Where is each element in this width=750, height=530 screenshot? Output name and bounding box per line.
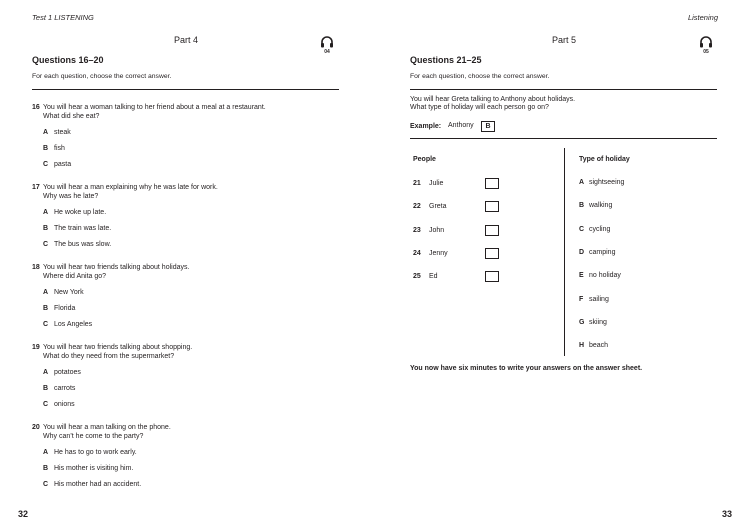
option-letter: C xyxy=(43,161,49,168)
answer-option[interactable] xyxy=(43,305,75,312)
answer-box[interactable] xyxy=(485,178,499,189)
divider-right-top xyxy=(410,89,717,90)
holiday-option xyxy=(579,296,609,303)
holiday-option xyxy=(579,179,624,186)
headphones-icon xyxy=(320,36,334,55)
question-number: 18 xyxy=(32,264,40,271)
option-text: Los Angeles xyxy=(54,321,93,328)
option-letter: A xyxy=(43,449,49,456)
holiday-letter: D xyxy=(579,248,585,256)
option-text: fish xyxy=(54,145,65,152)
question-prompt: You will hear a man explaining why he was late for work. xyxy=(43,184,218,191)
intro-line-2: What type of holiday will each person go on? xyxy=(410,104,549,111)
person-number: 23 xyxy=(413,226,421,234)
option-text: His mother is visiting him. xyxy=(54,465,134,472)
person-name: Julie xyxy=(429,180,444,187)
person-number: 25 xyxy=(413,273,421,281)
option-letter: C xyxy=(43,481,49,488)
question-number: 19 xyxy=(32,344,40,351)
track-number: 05 xyxy=(703,49,709,55)
option-letter: B xyxy=(43,305,49,312)
divider-left xyxy=(32,89,339,90)
option-text: New York xyxy=(54,289,84,296)
option-text: potatoes xyxy=(54,369,81,376)
page-number-right: 33 xyxy=(721,509,732,519)
question-number: 20 xyxy=(32,424,40,431)
holiday-text: walking xyxy=(589,202,613,210)
option-text: He woke up late. xyxy=(54,209,107,216)
holiday-option xyxy=(579,249,615,256)
option-letter: B xyxy=(43,145,49,152)
option-text: Florida xyxy=(54,305,76,312)
question-number: 17 xyxy=(32,184,40,191)
holiday-option xyxy=(579,342,608,349)
option-letter: B xyxy=(43,225,49,232)
person-name: Jenny xyxy=(429,249,448,257)
answer-option[interactable] xyxy=(43,241,111,248)
intro-line-1: You will hear Greta talking to Anthony about holidays. xyxy=(410,96,576,103)
person-name: Greta xyxy=(429,203,447,211)
holiday-text: sailing xyxy=(589,295,609,303)
track-number: 04 xyxy=(324,49,330,55)
divider-right-example xyxy=(410,138,717,139)
option-letter: A xyxy=(43,209,49,216)
running-header-right: Listening xyxy=(687,13,718,22)
part-5-title: Part 5 xyxy=(552,35,577,45)
instruction-left: For each question, choose the correct answer. xyxy=(32,73,172,80)
answer-option[interactable] xyxy=(43,449,137,456)
option-letter: B xyxy=(43,385,49,392)
example-answer-box: B xyxy=(481,121,495,132)
question-number: 16 xyxy=(32,104,40,111)
question-prompt: You will hear a man talking on the phone. xyxy=(43,424,171,431)
answer-box[interactable] xyxy=(485,271,499,282)
question-prompt: You will hear two friends talking about holidays. xyxy=(43,264,190,271)
option-letter: C xyxy=(43,321,49,328)
holiday-header: Type of holiday xyxy=(579,156,630,163)
question-prompt: What do they need from the supermarket? xyxy=(43,353,175,360)
option-letter: C xyxy=(43,401,49,408)
answer-option[interactable] xyxy=(43,401,75,408)
answer-option[interactable] xyxy=(43,129,71,136)
answer-box[interactable] xyxy=(485,201,499,212)
answer-option[interactable] xyxy=(43,321,92,328)
holiday-option xyxy=(579,202,612,209)
holiday-option xyxy=(579,226,610,233)
holiday-text: cycling xyxy=(589,225,611,233)
person-name: Ed xyxy=(429,273,438,281)
example-name: Anthony xyxy=(448,122,474,129)
holiday-text: sightseeing xyxy=(589,179,625,186)
option-letter: A xyxy=(43,289,49,296)
questions-title-left: Questions 16–20 xyxy=(32,55,104,65)
answer-box[interactable] xyxy=(485,225,499,236)
option-letter: C xyxy=(43,241,49,248)
answer-option[interactable] xyxy=(43,209,106,216)
answer-option[interactable] xyxy=(43,225,111,232)
questions-title-right: Questions 21–25 xyxy=(410,55,482,65)
column-separator xyxy=(564,148,565,356)
person-number: 22 xyxy=(413,203,421,211)
answer-option[interactable] xyxy=(43,369,81,376)
holiday-letter: H xyxy=(579,342,585,350)
option-letter: B xyxy=(43,465,49,472)
question-prompt: Where did Anita go? xyxy=(43,273,107,280)
people-header: People xyxy=(413,156,436,163)
option-text: steak xyxy=(54,129,71,136)
answer-option[interactable] xyxy=(43,481,141,488)
holiday-letter: F xyxy=(579,295,584,303)
option-text: The bus was slow. xyxy=(54,241,112,248)
holiday-option xyxy=(579,272,621,279)
option-text: He has to go to work early. xyxy=(54,449,137,456)
person-name: John xyxy=(429,226,445,234)
answer-option[interactable] xyxy=(43,385,75,392)
option-text: The train was late. xyxy=(54,225,112,232)
example-label: Example: xyxy=(410,123,442,130)
footer-note: You now have six minutes to write your answers on the answer sheet. xyxy=(410,365,643,372)
answer-option[interactable] xyxy=(43,289,84,296)
option-text: His mother had an accident. xyxy=(54,481,142,488)
answer-box[interactable] xyxy=(485,248,499,259)
question-prompt: Why was he late? xyxy=(43,193,99,200)
holiday-text: no holiday xyxy=(589,272,621,280)
holiday-letter: A xyxy=(579,179,585,186)
option-letter: A xyxy=(43,129,49,136)
answer-option[interactable] xyxy=(43,145,65,152)
headphones-icon xyxy=(699,36,713,55)
question-prompt: What did she eat? xyxy=(43,113,100,120)
holiday-letter: C xyxy=(579,225,585,233)
holiday-option xyxy=(579,319,607,326)
question-prompt: You will hear a woman talking to her friend about a meal at a restaurant. xyxy=(43,104,266,111)
instruction-right: For each question, choose the correct answer. xyxy=(410,73,550,80)
option-text: onions xyxy=(54,401,75,408)
holiday-letter: B xyxy=(579,202,585,210)
question-prompt: You will hear two friends talking about shopping. xyxy=(43,344,193,351)
answer-option[interactable] xyxy=(43,465,133,472)
person-number: 24 xyxy=(413,249,421,257)
answer-option[interactable] xyxy=(43,161,71,168)
running-header-left: Test 1 LISTENING xyxy=(32,13,94,22)
option-text: pasta xyxy=(54,161,72,168)
option-text: carrots xyxy=(54,385,76,392)
holiday-letter: E xyxy=(579,272,584,280)
question-prompt: Why can’t he come to the party? xyxy=(43,433,144,440)
person-number: 21 xyxy=(413,180,421,187)
holiday-text: camping xyxy=(589,248,616,256)
page-number-left: 32 xyxy=(18,509,29,519)
option-letter: A xyxy=(43,369,49,376)
holiday-text: skiing xyxy=(589,318,607,326)
holiday-letter: G xyxy=(579,318,585,326)
part-4-title: Part 4 xyxy=(174,35,199,45)
holiday-text: beach xyxy=(589,342,609,350)
